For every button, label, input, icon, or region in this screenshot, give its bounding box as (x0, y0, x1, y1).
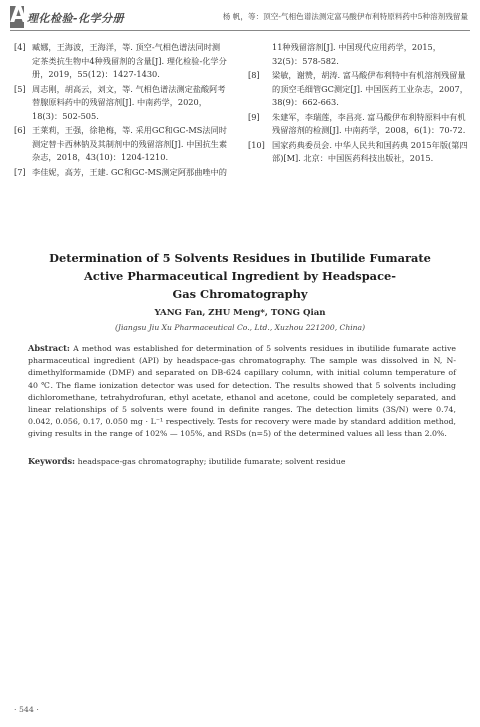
reference-text: 周志刚，胡高云，刘文，等. 气相色谱法测定盐酸阿考替腺原料药中的残留溶剂[J]. 中南药学，2020，18(3)：502-505. (32, 83, 226, 121)
reference-text: 11种残留溶剂[J]. 中国现代应用药学，2015，32(5)：578-582. (272, 42, 441, 66)
paper-title-line: Determination of 5 Solvents Residues in Ibutilide Fumarate (49, 251, 431, 265)
reference-text: 梁敏，谢赞，胡涛. 富马酸伊布利特中有机溶剂残留量的顶空毛细管GC测定[J]. 中国医药工业杂志，2007，38(9)：662-663. (272, 70, 468, 107)
reference-item (248, 111, 470, 138)
reference-text: 国家药典委员会. 中华人民共和国药典 2015年版(第四部)[M]. 北京：中国医药科技出版社，2015. (272, 139, 468, 163)
page-header (0, 0, 480, 42)
reference-text: 臧娜，王海波，王海洋，等. 顶空-气相色谱法同时测定茶类抗生物中4种残留剂的含量[J]. 理化检验-化学分册，2019，55(12)：1427-1430. (32, 42, 227, 79)
reference-item (248, 41, 470, 68)
reference-item (14, 41, 228, 82)
header-rule (10, 30, 470, 31)
abstract (28, 342, 456, 441)
abstract-text: A method was established for determination of 5 solvents residues in ibutilide fumarate active pharmaceutical ingredient (API) by headspace-gas chromatography. The sample was dissolved in N, N-dimethylformamide (DMF) and separated on DB-624 capillary column, with initial column temperature of 40 ℃. The flame ionization detector was used for detection. The results showed that 5 solvents including dichloromethane, tetrahydrofuran, ethyl acetate, ethanol and acetone, could be completely separated, and linear relationships of 5 solvents were found in definite ranges. The detection limits (3S/N) were 0.74, 0.042, 0.056, 0.17, 0.050 mg · L⁻¹ respectively. Tests for recovery were made by standard addition method, giving results in the range of 102% — 105%, and RSDs (n=5) of the determined values all less than 2.0%. (28, 344, 457, 439)
reference-number: [6] (14, 125, 26, 135)
reference-text: 李佳妮，高芳，王建. GC和GC-MS测定阿那曲唑中的 (32, 166, 227, 177)
running-title: 杨 帆，等：顶空-气相色谱法测定富马酸伊布利特原料药中5种溶剂残留量 (222, 12, 468, 21)
keywords-label: Keywords: (28, 456, 76, 466)
reference-item (248, 139, 470, 166)
reference-number: [5] (14, 83, 26, 94)
reference-number: [4] (14, 42, 26, 52)
keywords-text: headspace-gas chromatography; ibutilide fumarate; solvent residue (77, 457, 346, 466)
authors: YANG Fan, ZHU Meng*, TONG Qian (154, 308, 326, 318)
reference-number: [7] (14, 166, 26, 177)
reference-item (14, 166, 228, 180)
keywords (28, 455, 456, 468)
references-right-column (248, 41, 470, 167)
abstract-label: Abstract: (28, 343, 70, 353)
journal-logo-letter: A (10, 3, 28, 28)
reference-text: 朱建军，李瑞莲，李昌亮. 富马酸伊布利特原料中有机残留溶剂的检测[J]. 中南药学，2008，6(1)：70-72. (272, 111, 466, 135)
page-number: · 544 · (14, 705, 39, 714)
reference-number: [10] (248, 139, 265, 150)
paper-title (40, 249, 440, 303)
reference-number: [8] (248, 70, 260, 80)
reference-item (248, 69, 470, 110)
reference-number: [9] (248, 111, 260, 122)
paper-title-line: Gas Chromatography (172, 287, 308, 301)
references-left-column (14, 41, 228, 180)
reference-text: 王莱莉，王强，徐艳梅，等. 采用GC和GC-MS法同时测定替卡西林钠及其制剂中的残留溶剂[J]. 中国抗生素杂志，2018，43(10)：1204-1210. (32, 125, 228, 162)
reference-item (14, 83, 228, 124)
reference-item (14, 124, 228, 165)
paper-title-line: Active Pharmaceutical Ingredient by Headspace- (84, 269, 396, 283)
journal-name: 理化检验-化学分册 (27, 12, 125, 25)
affiliation: (Jiangsu Jiu Xu Pharmaceutical Co., Ltd., Xuzhou 221200, China) (114, 323, 366, 332)
